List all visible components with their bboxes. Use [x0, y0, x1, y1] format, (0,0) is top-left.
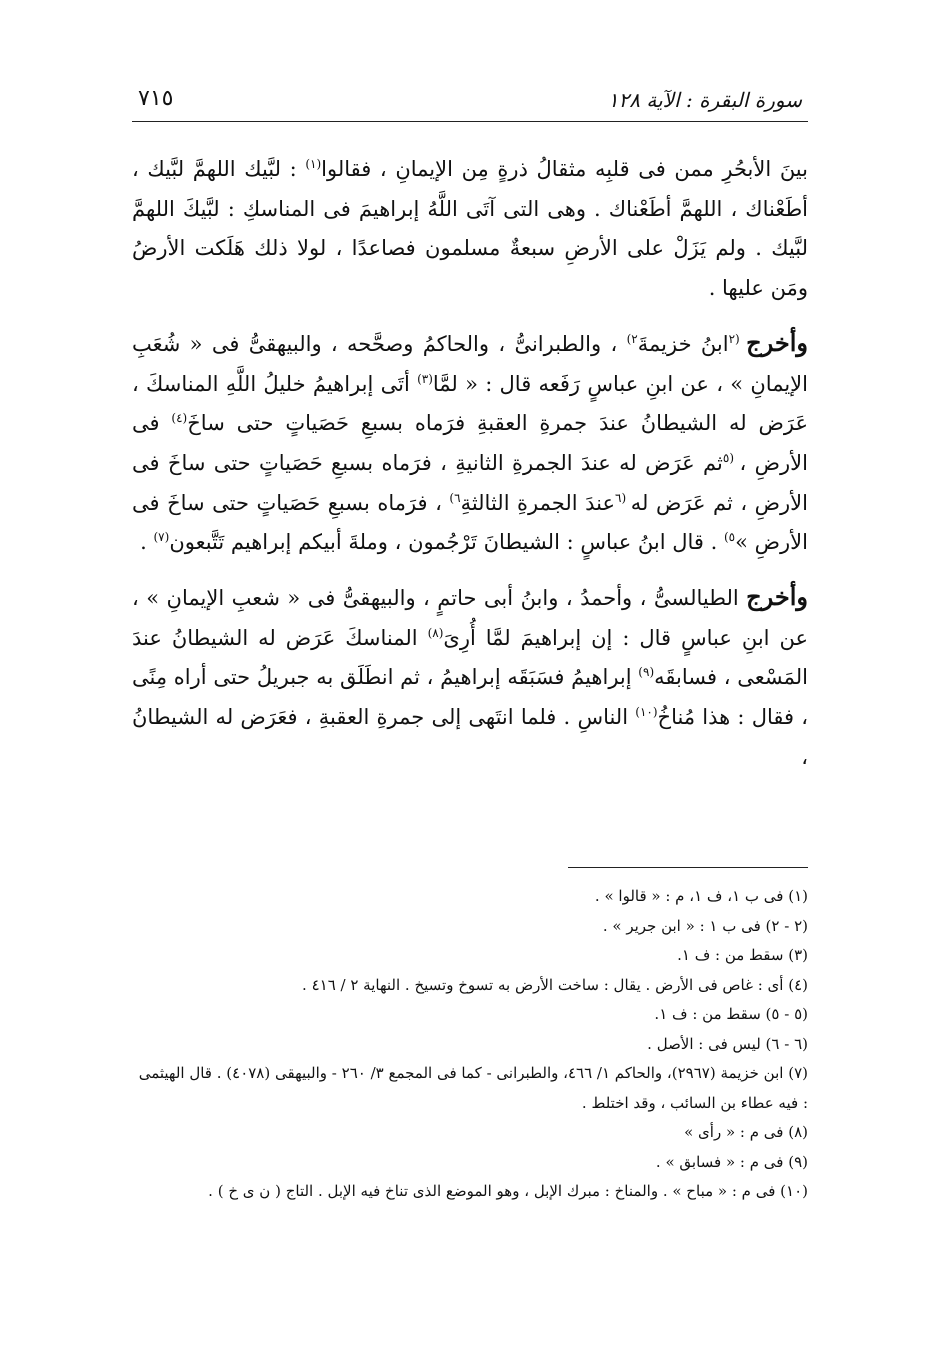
footnote: (١٠) فى م : « مباح » . والمناخ : مبرك الإبل ، وهو الموضع الذى تناخ فيه الإبل . التاج ( ن ى خ ) .	[208, 1182, 808, 1200]
footnote-ref: ٦)	[449, 490, 461, 505]
footnote: (١) فى ب ١، ف ١، م : « قالوا » .	[594, 887, 808, 905]
footnote: (٩) فى م : « فسابق » .	[655, 1152, 808, 1171]
paragraph-1	[132, 150, 808, 309]
page-number: ٧١٥	[138, 86, 174, 111]
footnote-ref: ٥)	[723, 530, 736, 545]
paragraph-2	[132, 323, 808, 563]
footnote-ref: (٧)	[153, 530, 170, 545]
footnote: (٣) سقط من : ف ١.	[677, 946, 808, 964]
footnote-ref: (٣)	[417, 371, 433, 386]
footnote-ref: (٨)	[427, 625, 444, 640]
footnote-ref: ٢)	[626, 331, 638, 346]
text-run: بينَ الأبحُرِ ممن فى قلبِه مثقالُ ذرةٍ مِن الإيمانِ ، فقالوا	[321, 157, 808, 181]
text-run: الطيالسىُّ ، وأحمدُ ، وابنُ أبى حاتمٍ ، والبيهقىُّ فى « شعبِ الإيمانِ » ، عن ابنِ عباسٍ قال : إن إبراهيمَ لمَّا أُرِىَ	[132, 586, 808, 650]
footnote: (٧) ابن خزيمة (٢٩٦٧)، والحاكم ١/ ٤٦٦، والطبرانى - كما فى المجمع ٣/ ٢٦٠ - والبيهقى (٤٠٧٨) . قال الهيثمى : فيه عطاء بن السائب ، وقد اختلط .	[138, 1064, 808, 1112]
text-run: .	[140, 530, 154, 555]
footnotes	[132, 882, 808, 1207]
footnote-ref: (٩)	[638, 665, 655, 680]
footnote-ref: (١٠)	[635, 705, 658, 720]
text-run: . قال ابنُ عباسٍ : الشيطانَ تَرْجُمون ، وملةَ أبيكم إبراهيم تَتَّبعون	[169, 530, 724, 555]
text-run: الناسِ . فلما انتَهى إلى جمرةِ العقبةِ ، فعَرَض له الشيطانُ ،	[132, 705, 808, 769]
text-run: عندَ الجمرةِ الثالثةِ	[460, 490, 615, 515]
footnote: (٢ - ٢) فى ب ١ : « ابن جرير » .	[602, 916, 808, 935]
header-divider	[132, 121, 808, 122]
text-run: ، فرَماه بسبعِ حَصَياتٍ حتى ساخَ فى الأرضِ »	[132, 490, 808, 555]
footnote-divider	[568, 867, 808, 868]
footnote-ref: (١)	[305, 157, 322, 171]
footnote-ref: (٢	[728, 331, 747, 346]
text-run: فى الأرضِ ،	[132, 411, 808, 475]
text-run: ثم عَرَض له عندَ الجمرةِ الثانيةِ ، فرَماه بسبعِ حَصَياتٍ حتى ساخَ فى الأرضِ ، ثم عَرَض له	[132, 450, 808, 515]
footnote-ref: (٥	[722, 450, 740, 465]
text-run: ، والطبرانىُّ ، والحاكمُ وصحَّحه ، والبيهقىُّ فى « شُعَبِ الإيمانِ » ، عن ابنِ عباسٍ رَفَعه قال : « لمَّا	[132, 331, 808, 396]
footnote: (٥ - ٥) سقط من : ف ١.	[654, 1005, 808, 1023]
running-title: سورة البقرة : الآية ١٢٨	[607, 88, 802, 112]
main-text	[132, 150, 808, 778]
text-run: أتَى إبراهيمُ خليلُ اللَّهِ المناسكَ ، عَرَض له الشيطانُ عندَ جمرةِ العقبةِ فرَماه بسبعِ حَصَياتٍ حتى ساخَ	[132, 371, 808, 436]
paragraph-lead-word: وأخرج	[746, 582, 808, 612]
text-run: إبراهيمُ فسَبَقَه إبراهيمُ ، ثم انطَلَق به جبريلُ حتى أراه مِنًى ، فقال : هذا مُناخُ	[132, 665, 809, 730]
footnote: (٤) أى : غاص فى الأرض . يقال : ساخت الأرض به تسوخ وتسيخ . النهاية ٢ / ٤١٦ .	[302, 975, 808, 994]
paragraph-lead-word: وأخرج	[746, 327, 808, 357]
text-run: المناسكَ عَرَض له الشيطانُ عندَ المَسْعى ، فسابقَه	[132, 625, 808, 690]
footnote: (٦ - ٦) ليس فى : الأصل .	[647, 1034, 808, 1053]
footnote-ref: (٤)	[171, 411, 188, 426]
paragraph-3	[132, 577, 808, 778]
text-run: : لبَّيك اللهمَّ لبَّيك ، أطَعْناك ، اللهمَّ أطَعْناك . وهى التى آتَى اللَّهُ إبراهيمَ فى المناسكِ : لبَّيكَ اللهمَّ لبَّيك . ولم يَزَلْ على الأرضِ سبعةٌ مسلمون فصاعدًا ، لولا ذلك هَلَكت الأرضُ ومَن عليها .	[132, 157, 808, 301]
footnote-ref: (٦	[614, 490, 631, 505]
text-run: ابنُ خزيمةَ	[637, 331, 729, 356]
footnote: (٨) فى م : « رأى »	[684, 1123, 808, 1141]
running-header	[132, 78, 808, 118]
